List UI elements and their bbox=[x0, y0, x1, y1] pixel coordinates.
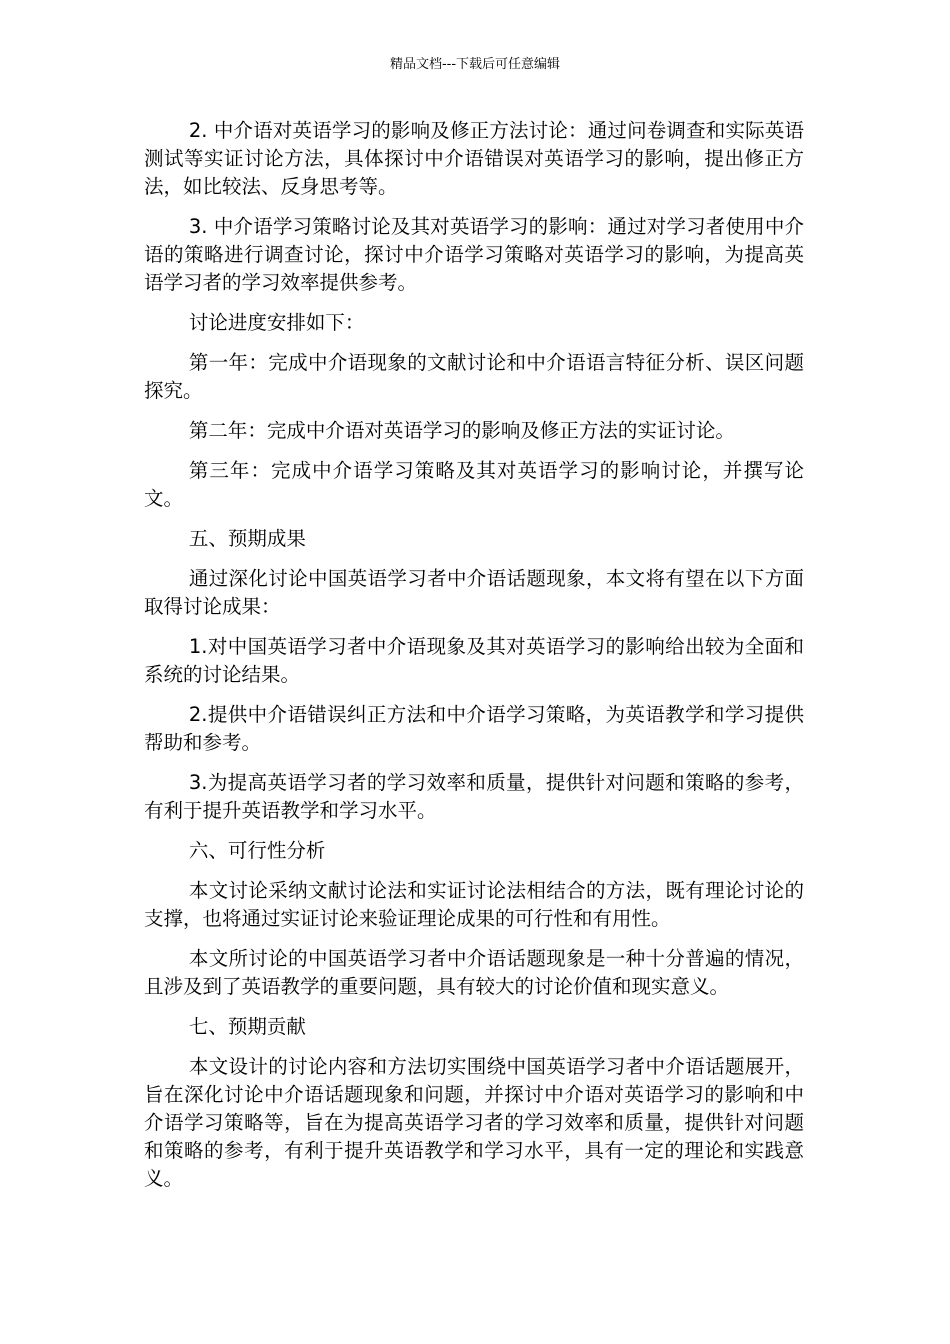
paragraph-results-intro: 通过深化讨论中国英语学习者中介语话题现象，本文将有望在以下方面取得讨论成果： bbox=[144, 567, 804, 618]
section-heading-contribution: 七、预期贡献 bbox=[188, 1015, 306, 1038]
section-heading-feasibility: 六、可行性分析 bbox=[188, 839, 326, 862]
paragraph-feasibility-2: 本文所讨论的中国英语学习者中介语话题现象是一种十分普遍的情况，且涉及到了英语教学的重要问题，具有较大的讨论价值和现实意义。 bbox=[144, 947, 804, 998]
page-header: 精品文档---下载后可任意编辑 bbox=[389, 57, 561, 72]
paragraph-result-1: 1.对中国英语学习者中介语现象及其对英语学习的影响给出较为全面和系统的讨论结果。 bbox=[144, 635, 804, 686]
paragraph-schedule-year-3: 第三年：完成中介语学习策略及其对英语学习的影响讨论，并撰写论文。 bbox=[144, 459, 804, 510]
paragraph-schedule-year-2: 第二年：完成中介语对英语学习的影响及修正方法的实证讨论。 bbox=[188, 419, 735, 442]
paragraph-contribution: 本文设计的讨论内容和方法切实围绕中国英语学习者中介语话题展开，旨在深化讨论中介语话题现象和问题，并探讨中介语对英语学习的影响和中介语学习策略等，旨在为提高英语学习者的学习效率和质量，提供针对问题和策略的参考，有利于提升英语教学和学习水平，具有一定的理论和实践意义。 bbox=[144, 1055, 804, 1190]
paragraph-result-3: 3.为提高英语学习者的学习效率和质量，提供针对问题和策略的参考，有利于提升英语教学和学习水平。 bbox=[144, 771, 804, 822]
paragraph-item-3-strategies: 3. 中介语学习策略讨论及其对英语学习的影响：通过对学习者使用中介语的策略进行调查讨论，探讨中介语学习策略对英语学习的影响，为提高英语学习者的学习效率提供参考。 bbox=[144, 215, 804, 294]
document-body bbox=[144, 117, 804, 1205]
section-heading-expected-results: 五、预期成果 bbox=[188, 527, 306, 550]
paragraph-result-2: 2.提供中介语错误纠正方法和中介语学习策略，为英语教学和学习提供帮助和参考。 bbox=[144, 703, 804, 754]
paragraph-feasibility-1: 本文讨论采纳文献讨论法和实证讨论法相结合的方法，既有理论讨论的支撑，也将通过实证讨论来验证理论成果的可行性和有用性。 bbox=[144, 879, 804, 930]
paragraph-schedule-year-1: 第一年：完成中介语现象的文献讨论和中介语语言特征分析、误区问题探究。 bbox=[144, 351, 804, 402]
paragraph-item-2-effects: 2. 中介语对英语学习的影响及修正方法讨论：通过问卷调查和实际英语测试等实证讨论方法，具体探讨中介语错误对英语学习的影响，提出修正方法，如比较法、反身思考等。 bbox=[144, 119, 804, 198]
paragraph-schedule-intro: 讨论进度安排如下： bbox=[188, 311, 365, 334]
